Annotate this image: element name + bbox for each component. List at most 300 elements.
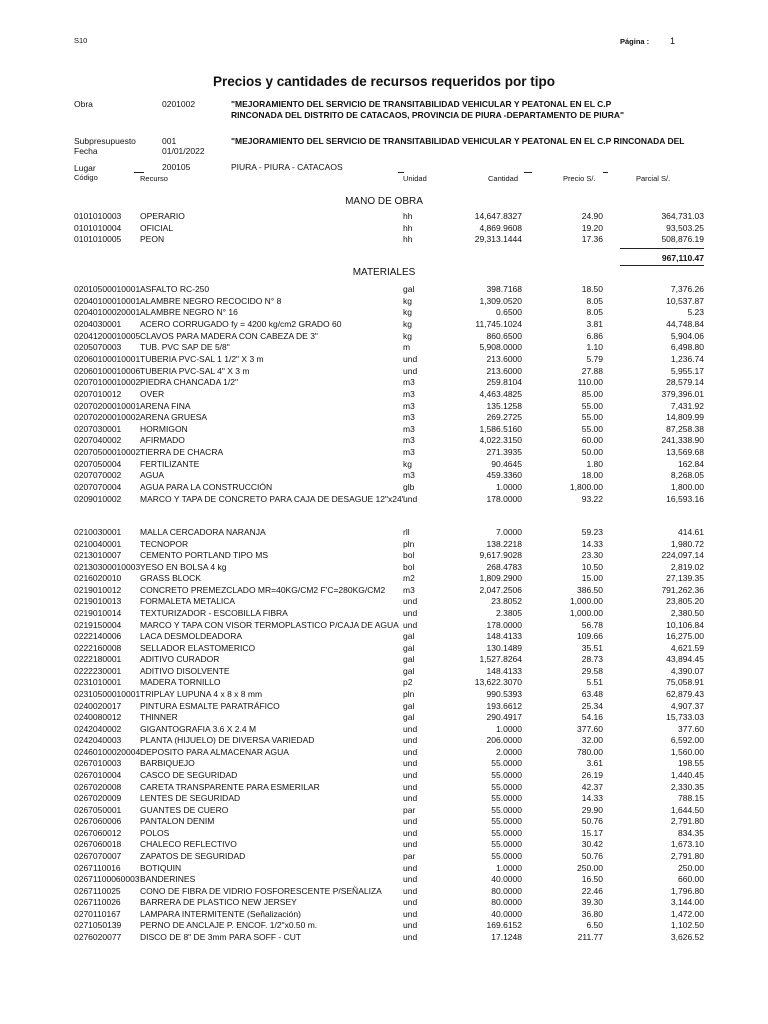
resource-code: 0222230001	[74, 665, 122, 676]
resource-partial: 5.23	[687, 307, 704, 318]
table-row	[0, 689, 768, 700]
resource-price: 14.33	[581, 538, 603, 549]
page-label: Página :	[620, 37, 650, 46]
resource-code: 02070200010001	[74, 400, 141, 411]
table-row	[0, 805, 768, 816]
resource-price: 54.16	[581, 712, 603, 723]
resource-unit: pln	[403, 688, 415, 699]
resource-quantity: 269.2725	[486, 412, 522, 423]
resource-unit: und	[403, 816, 418, 827]
resource-price: 6.86	[586, 330, 603, 341]
resource-partial: 6,592.00	[670, 735, 704, 746]
resource-price: 59.23	[581, 527, 603, 537]
resource-quantity: 1,586.5160	[479, 423, 522, 434]
resource-partial: 4,907.37	[670, 700, 704, 711]
resource-code: 0216020010	[74, 573, 122, 584]
resource-description: CEMENTO PORTLAND TIPO MS	[140, 550, 268, 561]
resource-price: 250.00	[577, 862, 603, 873]
resource-partial: 16,593.16	[666, 493, 704, 504]
resource-price: 5.79	[586, 353, 603, 364]
resource-unit: hh	[403, 211, 413, 221]
resource-description: OPERARIO	[140, 211, 185, 221]
resource-description: CHALECO REFLECTIVO	[140, 839, 237, 850]
resource-price: 16.50	[581, 874, 603, 885]
resource-price: 377.60	[577, 723, 603, 734]
resource-code: 0209010002	[74, 493, 122, 504]
resource-code: 0207070002	[74, 470, 122, 481]
resource-partial: 14,809.99	[666, 412, 704, 423]
resource-price: 19.20	[581, 222, 603, 233]
resource-partial: 364,731.03	[661, 211, 704, 221]
table-row	[0, 573, 768, 584]
fecha-label: Fecha	[74, 146, 98, 156]
resource-price: 5.51	[586, 677, 603, 688]
resource-unit: und	[403, 607, 418, 618]
resource-unit: kg	[403, 458, 412, 469]
resource-price: 22.46	[581, 885, 603, 896]
table-row	[0, 494, 768, 505]
resource-description: MARCO Y TAPA DE CONCRETO PARA CAJA DE DESAGUE 12"x24"	[140, 493, 405, 504]
col-codigo: Código	[74, 173, 98, 182]
table-row	[0, 354, 768, 365]
total-rule	[620, 265, 704, 266]
resource-quantity: 4,869.9608	[479, 222, 522, 233]
resource-description: SELLADOR ELASTOMERICO	[140, 642, 256, 653]
resource-unit: par	[403, 850, 416, 861]
resource-quantity: 290.4917	[486, 712, 522, 723]
resource-unit: m3	[403, 435, 415, 446]
resource-code: 0267060018	[74, 839, 122, 850]
resource-unit: und	[403, 493, 418, 504]
resource-quantity: 148.4133	[486, 665, 522, 676]
resource-description: CLAVOS PARA MADERA CON CABEZA DE 3"	[140, 330, 318, 341]
resource-price: 25.34	[581, 700, 603, 711]
resource-quantity: 7.0000	[496, 527, 522, 537]
resource-unit: m3	[403, 388, 415, 399]
resource-quantity: 398.7168	[486, 284, 522, 294]
table-row	[0, 909, 768, 920]
resource-code: 0270110167	[74, 908, 121, 919]
resource-quantity: 40.0000	[491, 874, 522, 885]
resource-quantity: 90.4645	[491, 458, 522, 469]
resource-unit: rll	[403, 527, 410, 537]
resource-price: 50.76	[581, 850, 603, 861]
resource-quantity: 55.0000	[491, 793, 522, 804]
resource-description: DEPOSITO PARA ALMACENAR AGUA	[140, 746, 289, 757]
resource-unit: und	[403, 353, 418, 364]
table-row	[0, 234, 768, 245]
resource-price: 109.66	[577, 631, 603, 642]
resource-code: 0213010007	[74, 550, 122, 561]
table-row	[0, 816, 768, 827]
resource-unit: gal	[403, 631, 415, 642]
resource-quantity: 23.8052	[491, 596, 522, 607]
resource-unit: hh	[403, 222, 413, 233]
resource-price: 6.50	[586, 920, 603, 931]
table-row	[0, 319, 768, 330]
resource-unit: und	[403, 827, 418, 838]
resource-price: 35.51	[581, 642, 603, 653]
resource-code: 0231010001	[74, 677, 122, 688]
resource-quantity: 9,617.9028	[479, 550, 522, 561]
resource-partial: 414.61	[678, 527, 704, 537]
resource-quantity: 80.0000	[491, 897, 522, 908]
resource-description: FERTILIZANTE	[140, 458, 200, 469]
col-parcial: Parcial S/.	[636, 174, 671, 183]
resource-unit: m3	[403, 447, 415, 458]
table-row	[0, 770, 768, 781]
resource-quantity: 55.0000	[491, 781, 522, 792]
resource-quantity: 55.0000	[491, 769, 522, 780]
resource-price: 55.00	[581, 400, 603, 411]
resource-partial: 2,791.80	[670, 816, 704, 827]
resource-unit: und	[403, 596, 418, 607]
resource-description: TUB. PVC SAP DE 5/8"	[140, 342, 230, 353]
resource-partial: 7,431.92	[670, 400, 704, 411]
resource-code: 02010500010001	[74, 284, 141, 294]
obra-name-line1: "MEJORAMIENTO DEL SERVICIO DE TRANSITABILIDAD VEHICULAR Y PEATONAL EN EL C.P	[231, 99, 612, 109]
lugar-value: PIURA - PIURA - CATACAOS	[231, 162, 343, 172]
resource-unit: gal	[403, 712, 415, 723]
resource-unit: kg	[403, 307, 412, 318]
resource-quantity: 271.3935	[486, 447, 522, 458]
resource-price: 211.77	[577, 931, 603, 942]
resource-quantity: 11,745.1024	[475, 318, 522, 329]
obra-label: Obra	[74, 99, 93, 109]
resource-code: 0267110016	[74, 862, 121, 873]
table-row	[0, 735, 768, 746]
resource-partial: 27,139.35	[666, 573, 704, 584]
resource-quantity: 1.0000	[496, 723, 522, 734]
table-row	[0, 863, 768, 874]
resource-partial: 3,144.00	[670, 897, 704, 908]
resource-quantity: 40.0000	[491, 908, 522, 919]
resource-price: 32.00	[581, 735, 603, 746]
resource-code: 0219010012	[74, 584, 122, 595]
resource-quantity: 29,313.1444	[474, 234, 522, 245]
resource-quantity: 990.5393	[486, 688, 522, 699]
resource-price: 780.00	[577, 746, 603, 757]
resource-quantity: 169.6152	[486, 920, 522, 931]
resource-partial: 508,876.19	[661, 234, 704, 245]
table-row	[0, 782, 768, 793]
resource-description: BOTIQUIN	[140, 862, 182, 873]
table-row	[0, 389, 768, 400]
resource-description: ZAPATOS DE SEGURIDAD	[140, 850, 246, 861]
resource-unit: kg	[403, 318, 412, 329]
resource-price: 56.78	[581, 619, 603, 630]
resource-description: ADITIVO DISOLVENTE	[140, 665, 230, 676]
resource-partial: 2,791.80	[670, 850, 704, 861]
resource-description: BARRERA DE PLASTICO NEW JERSEY	[140, 897, 297, 908]
resource-description: LAMPARA INTERMITENTE (Señalización)	[140, 908, 301, 919]
resource-partial: 2,380.50	[670, 607, 704, 618]
resource-code: 02041200010005	[74, 330, 141, 341]
table-row	[0, 701, 768, 712]
resource-quantity: 178.0000	[486, 493, 522, 504]
resource-quantity: 1.0000	[496, 482, 522, 493]
resource-partial: 162.84	[678, 458, 704, 469]
resource-description: CONO DE FIBRA DE VIDRIO FOSFORESCENTE P/SEÑALIZA	[140, 885, 382, 896]
resource-description: MADERA TORNILLO	[140, 677, 221, 688]
resource-partial: 250.00	[678, 862, 704, 873]
lugar-code: 200105	[162, 162, 191, 172]
resource-partial: 224,097.14	[661, 550, 704, 561]
resource-partial: 43,894.45	[666, 654, 704, 665]
resource-price: 3.81	[586, 318, 603, 329]
resource-code: 0101010004	[74, 222, 122, 233]
resource-quantity: 4,022.3150	[479, 435, 522, 446]
resource-code: 0240020017	[74, 700, 122, 711]
resource-quantity: 213.6000	[486, 353, 522, 364]
resource-code: 0204030001	[74, 318, 122, 329]
resource-code: 0267010004	[74, 769, 122, 780]
section-title-mano-de-obra: MANO DE OBRA	[345, 196, 423, 207]
resource-code: 0267060012	[74, 827, 122, 838]
resource-unit: und	[403, 758, 418, 769]
table-row	[0, 654, 768, 665]
resource-description: AFIRMADO	[140, 435, 185, 446]
resource-description: OVER	[140, 388, 165, 399]
resource-unit: und	[403, 885, 418, 896]
resource-partial: 23,805.20	[666, 596, 704, 607]
table-row	[0, 677, 768, 688]
resource-unit: und	[403, 862, 418, 873]
resource-unit: und	[403, 735, 418, 746]
resource-partial: 1,236.74	[670, 353, 704, 364]
table-row	[0, 459, 768, 470]
resource-quantity: 5,908.0000	[479, 342, 522, 353]
table-row	[0, 412, 768, 423]
resource-code: 02130300010003	[74, 561, 141, 572]
resource-price: 1,000.00	[569, 607, 603, 618]
resource-description: PINTURA ESMALTE PARATRÁFICO	[140, 700, 280, 711]
table-row	[0, 932, 768, 943]
resource-partial: 198.55	[678, 758, 704, 769]
resource-price: 110.00	[577, 377, 603, 388]
table-row	[0, 435, 768, 446]
resource-quantity: 55.0000	[491, 804, 522, 815]
resource-unit: m3	[403, 412, 415, 423]
table-row	[0, 758, 768, 769]
resource-code: 0222160008	[74, 642, 122, 653]
resource-unit: kg	[403, 330, 412, 341]
resource-quantity: 1,309.0520	[479, 295, 522, 306]
table-row	[0, 366, 768, 377]
table-row	[0, 342, 768, 353]
resource-description: MARCO Y TAPA CON VISOR TERMOPLASTICO P/CAJA DE AGUA	[140, 619, 399, 630]
resource-description: TUBERIA PVC-SAL 4" X 3 m	[140, 365, 250, 376]
obra-code: 0201002	[162, 99, 196, 109]
resource-price: 1,800.00	[569, 482, 603, 493]
resource-description: AGUA PARA LA CONSTRUCCIÓN	[140, 482, 273, 493]
resource-partial: 377.60	[678, 723, 704, 734]
resource-price: 10.50	[581, 561, 603, 572]
table-row	[0, 897, 768, 908]
table-row	[0, 608, 768, 619]
resource-quantity: 1,809.2900	[479, 573, 522, 584]
table-row	[0, 920, 768, 931]
resource-code: 0222180001	[74, 654, 122, 665]
resource-price: 29.90	[581, 804, 603, 815]
resource-unit: gal	[403, 642, 415, 653]
resource-price: 24.90	[581, 211, 603, 221]
resource-unit: und	[403, 920, 418, 931]
resource-code: 0219010013	[74, 596, 122, 607]
resource-description: ARENA FINA	[140, 400, 191, 411]
resource-quantity: 55.0000	[491, 827, 522, 838]
resource-unit: glb	[403, 482, 415, 493]
table-row	[0, 307, 768, 318]
resource-unit: und	[403, 619, 418, 630]
col-separator	[398, 172, 404, 173]
resource-code: 0267110026	[74, 897, 121, 908]
resource-unit: und	[403, 931, 418, 942]
resource-partial: 5,904.06	[670, 330, 704, 341]
table-row	[0, 839, 768, 850]
resource-quantity: 459.3360	[486, 470, 522, 481]
table-row	[0, 424, 768, 435]
resource-price: 93.22	[581, 493, 603, 504]
resource-code: 0207030001	[74, 423, 122, 434]
table-row	[0, 482, 768, 493]
resource-unit: p2	[403, 677, 413, 688]
resource-partial: 791,262.36	[661, 584, 704, 595]
table-row	[0, 211, 768, 222]
table-row	[0, 527, 768, 538]
resource-description: DISCO DE 8" DE 3mm PARA SOFF - CUT	[140, 931, 302, 942]
resource-unit: kg	[403, 295, 412, 306]
col-unidad: Unidad	[403, 174, 427, 183]
resource-unit: bol	[403, 561, 415, 572]
table-row	[0, 874, 768, 885]
table-row	[0, 562, 768, 573]
resource-partial: 2,819.02	[670, 561, 704, 572]
resource-description: ADITIVO CURADOR	[140, 654, 220, 665]
resource-description: HORMIGON	[140, 423, 188, 434]
resource-code: 0267010003	[74, 758, 122, 769]
resource-description: GUANTES DE CUERO	[140, 804, 229, 815]
resource-partial: 93,503.25	[666, 222, 704, 233]
resource-description: TECNOPOR	[140, 538, 189, 549]
resource-unit: und	[403, 723, 418, 734]
resource-quantity: 259.8104	[486, 377, 522, 388]
col-recurso: Recurso	[140, 174, 168, 183]
resource-quantity: 55.0000	[491, 839, 522, 850]
resource-price: 14.33	[581, 793, 603, 804]
resource-unit: m	[403, 342, 411, 353]
resource-price: 1.10	[586, 342, 603, 353]
lugar-label: Lugar	[74, 163, 96, 173]
total-rule	[620, 248, 704, 249]
resource-partial: 4,390.07	[670, 665, 704, 676]
table-row	[0, 747, 768, 758]
resource-partial: 1,102.50	[670, 920, 704, 931]
resource-quantity: 1.0000	[496, 862, 522, 873]
resource-unit: gal	[403, 665, 415, 676]
resource-code: 02060100010001	[74, 353, 141, 364]
resource-price: 15.00	[581, 573, 603, 584]
resource-price: 50.76	[581, 816, 603, 827]
resource-price: 8.05	[586, 295, 603, 306]
resource-price: 42.37	[581, 781, 603, 792]
resource-description: TIERRA DE CHACRA	[140, 447, 224, 458]
table-row	[0, 643, 768, 654]
resource-code: 0101010005	[74, 234, 122, 245]
table-row	[0, 724, 768, 735]
resource-unit: gal	[403, 654, 415, 665]
resource-unit: und	[403, 908, 418, 919]
table-row	[0, 539, 768, 550]
resource-description: MALLA CERCADORA NARANJA	[140, 527, 266, 537]
resource-partial: 2,330.35	[670, 781, 704, 792]
resource-price: 39.30	[581, 897, 603, 908]
resource-description: TUBERIA PVC-SAL 1 1/2" X 3 m	[140, 353, 264, 364]
resource-code: 0242040003	[74, 735, 122, 746]
resource-partial: 788.15	[678, 793, 704, 804]
resource-partial: 1,980.72	[670, 538, 704, 549]
resource-unit: und	[403, 746, 418, 757]
resource-code: 0267060006	[74, 816, 122, 827]
table-row	[0, 886, 768, 897]
resource-code: 02070200010002	[74, 412, 141, 423]
resource-description: ASFALTO RC-250	[140, 284, 210, 294]
resource-code: 0267050001	[74, 804, 122, 815]
resource-quantity: 2.0000	[496, 746, 522, 757]
resource-partial: 5,955.17	[670, 365, 704, 376]
resource-price: 63.48	[581, 688, 603, 699]
resource-unit: bol	[403, 550, 415, 561]
resource-unit: und	[403, 839, 418, 850]
resource-price: 55.00	[581, 423, 603, 434]
resource-unit: m3	[403, 470, 415, 481]
resource-description: LACA DESMOLDEADORA	[140, 631, 243, 642]
resource-partial: 6,498.80	[670, 342, 704, 353]
col-cantidad: Cantidad	[488, 174, 519, 183]
resource-description: ARENA GRUESA	[140, 412, 208, 423]
table-row	[0, 296, 768, 307]
resource-code: 0267020009	[74, 793, 122, 804]
table-row	[0, 550, 768, 561]
col-precio: Precio S/.	[563, 174, 596, 183]
table-row	[0, 631, 768, 642]
resource-code: 0267110025	[74, 885, 121, 896]
resource-code: 02040100010001	[74, 295, 141, 306]
resource-code: 0222140006	[74, 631, 122, 642]
resource-description: GIGANTOGRAFIA 3.6 X 2.4 M	[140, 723, 257, 734]
resource-code: 02070100010002	[74, 377, 141, 388]
resource-partial: 15,733.03	[666, 712, 704, 723]
resource-unit: und	[403, 781, 418, 792]
mano-de-obra-total: 967,110.47	[661, 253, 704, 263]
resource-code: 0276020077	[74, 931, 122, 942]
resource-partial: 7,376.26	[670, 284, 704, 294]
resource-partial: 241,338.90	[661, 435, 704, 446]
resource-partial: 8,268.05	[670, 470, 704, 481]
resource-partial: 1,472.00	[670, 908, 704, 919]
table-row	[0, 828, 768, 839]
table-row	[0, 447, 768, 458]
resource-price: 18.00	[581, 470, 603, 481]
report-title: Precios y cantidades de recursos requeridos por tipo	[212, 74, 556, 89]
resource-description: TEXTURIZADOR - ESCOBILLA FIBRA	[140, 607, 288, 618]
resource-quantity: 4,463.4825	[479, 388, 522, 399]
resource-description: YESO EN BOLSA 4 kg	[140, 561, 227, 572]
resource-quantity: 17.1248	[491, 931, 522, 942]
resource-description: BARBIQUEJO	[140, 758, 195, 769]
table-row	[0, 712, 768, 723]
resource-code: 0219150004	[74, 619, 122, 630]
